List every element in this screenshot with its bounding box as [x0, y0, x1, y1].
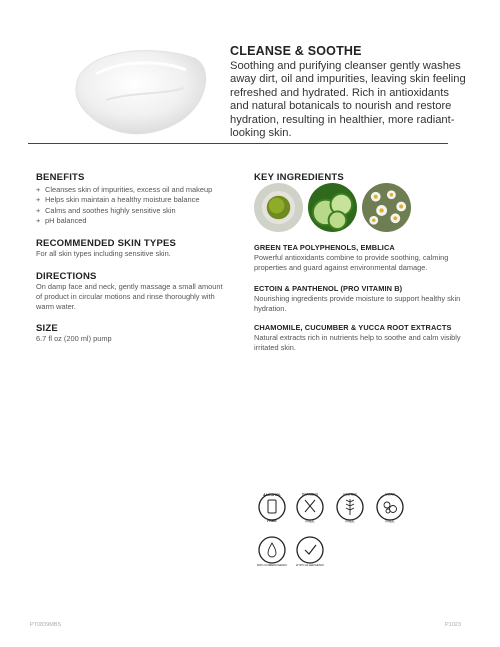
- badge-label: GLUTEN: [343, 492, 357, 497]
- gluten-free-badge: [333, 490, 367, 524]
- footer-code-left: PT0839MBS: [30, 622, 62, 628]
- product-swatch-image: [66, 40, 216, 140]
- section-divider: [28, 143, 448, 144]
- badge-label: NON COMEDOGENIC: [256, 563, 288, 567]
- ingredient-text: Nourishing ingredients provide moisture to support healthy skin hydration.: [254, 294, 461, 313]
- list-item: + Helps skin maintain a healthy moisture balance: [36, 195, 200, 205]
- badge-label: ALCOHOL: [263, 493, 281, 497]
- soap-free-badge: [373, 490, 407, 524]
- ingredient-1: [254, 243, 464, 273]
- ingredients-heading: KEY INGREDIENTS: [254, 172, 344, 183]
- hero-block: [230, 44, 470, 140]
- list-item: + pH balanced: [36, 216, 87, 226]
- badge-label: FREE: [345, 519, 355, 524]
- badge-label: HYPO ALLERGENIC: [295, 563, 325, 567]
- ingredient-name: GREEN TEA POLYPHENOLS, EMBLICA: [254, 243, 395, 252]
- skin-types-heading: RECOMMENDED SKIN TYPES: [36, 237, 177, 249]
- paraben-free-badge: [293, 490, 327, 524]
- size-text: 6.7 fl oz (200 ml) pump: [36, 333, 112, 343]
- list-item: + Cleanses skin of impurities, excess oil and makeup: [36, 185, 213, 194]
- ingredient-3: [254, 323, 464, 353]
- green-tea-image: [254, 183, 303, 232]
- hypoallergenic-badge: [293, 533, 327, 567]
- benefits-list: [36, 185, 236, 227]
- alcohol-free-badge: [255, 490, 289, 524]
- footer-code-right: P1023: [445, 622, 461, 628]
- badge-label: FREE: [385, 519, 395, 524]
- ingredient-2: [254, 284, 464, 314]
- directions-heading: DIRECTIONS: [36, 270, 97, 282]
- ingredient-name: ECTOIN & PANTHENOL (PRO VITAMIN B): [254, 284, 403, 293]
- cucumber-image: [308, 183, 357, 232]
- details-column: [36, 172, 236, 344]
- product-title: CLEANSE & SOOTHE: [230, 44, 362, 58]
- badge-label: FREE: [267, 519, 277, 523]
- size-heading: SIZE: [36, 322, 58, 334]
- list-item: + Calms and soothes highly sensitive skin: [36, 205, 176, 215]
- badge-label: SOAP: [385, 492, 395, 497]
- ingredient-text: Natural extracts rich in nutrients help to soothe and calm visibly irritated skin.: [254, 333, 461, 352]
- badge-label: FREE: [305, 519, 315, 524]
- ingredient-text: Powerful antioxidants combine to provide soothing, calming properties and guard against environmental damage.: [254, 253, 449, 272]
- skin-types-text: For all skin types including sensitive skin.: [36, 248, 171, 258]
- chamomile-image: [362, 183, 411, 232]
- directions-text: On damp face and neck, gently massage a small amount of product in circular motions and rinse thoroughly with warm water.: [36, 281, 223, 311]
- product-description: Soothing and purifying cleanser gently washes away dirt, oil and impurities, leaving skin feeling refreshed and hydrated. Rich in antioxidants and natural botanicals to nourish and restore hydration, resulting in healthier, more radiant-looking skin.: [230, 60, 466, 140]
- badge-label: PARABEN: [302, 492, 318, 497]
- non-comedogenic-badge: [255, 533, 289, 567]
- benefits-heading: BENEFITS: [36, 172, 85, 183]
- ingredient-name: CHAMOMILE, CUCUMBER & YUCCA ROOT EXTRACTS: [254, 323, 452, 332]
